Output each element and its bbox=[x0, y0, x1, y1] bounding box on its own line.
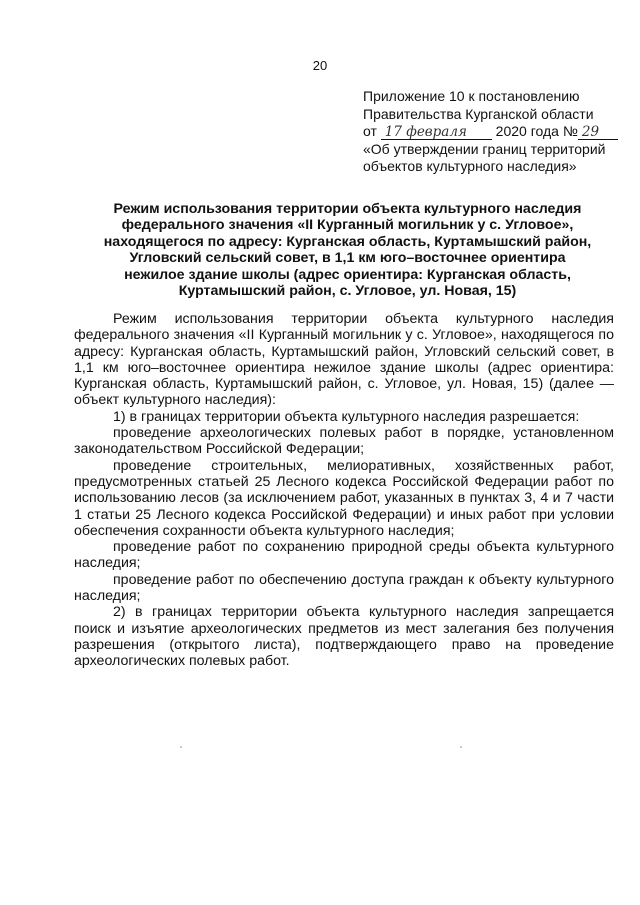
paragraph-construction-works: проведение строительных, мелиоративных, хозяйственных работ, предусмотренных статьей 25 Лесного кодекса Российской Федерации работ по использованию лесов (за исключением работ, указанных в пунктах 3, 4 и 7 части 1 статьи 25 Лесного кодекса Российской Федерации) и иных работ при условии обеспечения сохранности объекта культурного наследия; bbox=[74, 457, 614, 539]
paragraph-prohibited: 2) в границах территории объекта культурного наследия запрещается поиск и изъятие археологических предметов из мест залегания без получения разрешения (открытого листа), подтверждающего право на проведение археологических полевых работ. bbox=[74, 604, 614, 670]
page-number: 20 bbox=[312, 58, 328, 73]
appendix-line-1: Приложение 10 к постановлению bbox=[363, 88, 580, 104]
appendix-line-5: объектов культурного наследия» bbox=[363, 158, 577, 174]
document-title: Режим использования территории объекта культурного наследия федерального значения «II Курганный могильник у с. Угловое», находящегося по адресу: Курганская область, Куртамышский район, Угловский сельский совет, в 1,1 км юго–восточнее ориентира нежилое здание школы (адрес ориентира: Курганская область, Куртамышский район, с. Угловое, ул. Новая, 15) bbox=[103, 201, 592, 300]
scan-speck bbox=[460, 746, 462, 748]
paragraph-intro: Режим использования территории объекта культурного наследия федерального значения «II Курганный могильник у с. Угловое», находящегося по адресу: Курганская область, Куртамышский район, Угловский сельский совет, в 1,1 км юго–восточнее ориентира нежилое здание школы (адрес ориентира: Курганская область, Куртамышский район, с. Угловое, ул. Новая, 15) (далее — объект культурного наследия): bbox=[74, 311, 614, 409]
paragraph-archaeological-works: проведение археологических полевых работ в порядке, установленном законодательством Российской Федерации; bbox=[74, 425, 614, 458]
handwritten-date: 17 февраля bbox=[381, 125, 492, 140]
appendix-line-4: «Об утверждении границ территорий bbox=[363, 140, 606, 157]
appendix-from-prefix: от bbox=[363, 123, 377, 139]
appendix-block bbox=[363, 88, 633, 176]
paragraph-natural-environment: проведение работ по сохранению природной среды объекта культурного наследия; bbox=[74, 539, 614, 572]
scan-speck bbox=[180, 746, 182, 748]
appendix-date-line bbox=[363, 123, 633, 141]
paragraph-permitted-heading: 1) в границах территории объекта культурного наследия разрешается: bbox=[113, 408, 580, 425]
handwritten-number: 29 bbox=[578, 125, 618, 140]
appendix-line-2: Правительства Курганской области bbox=[363, 105, 594, 122]
paragraph-citizen-access: проведение работ по обеспечению доступа граждан к объекту культурного наследия; bbox=[74, 571, 614, 605]
body-text bbox=[74, 311, 614, 670]
appendix-year: 2020 года № bbox=[495, 123, 578, 139]
